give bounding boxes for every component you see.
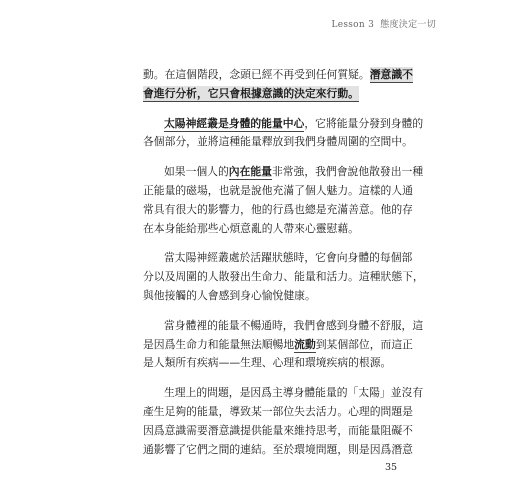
text-line — [143, 182, 413, 201]
text-span: 如果一個人的 — [164, 165, 229, 179]
text-line — [143, 220, 393, 239]
text-span: 通影響了它們之間的連結。至於環境問題，則是因爲潛意 — [143, 442, 413, 456]
text-span: 產生足夠的能量，導致某一部位失去活力。心理的問題是 — [143, 404, 413, 418]
chapter-title: 態度決定一切 — [380, 20, 436, 30]
emphasized-phrase: 太陽神經叢是身體的能量中心 — [164, 116, 305, 130]
page-number: 35 — [385, 462, 398, 473]
text-span: 與他接觸的人會感到身心愉悅健康。 — [143, 288, 316, 302]
text-span: 非常強，我們會說他散發出一種 — [271, 165, 424, 179]
lesson-label: Lesson 3 — [331, 20, 375, 30]
text-line — [143, 354, 393, 373]
paragraph — [143, 115, 424, 153]
text-line — [143, 163, 424, 182]
text-span: 分以及周圍的人散發出生命力、能量和活力。這種狀態下， — [143, 270, 424, 284]
text-span: 因爲意識需要潛意識提供能量來維持思考，而能量阻礙不 — [143, 423, 413, 437]
text-line — [143, 441, 413, 460]
text-span: 是因爲生命力和能量無法順暢地 — [143, 337, 295, 351]
text-span: 當太陽神經叢處於活躍狀態時，它會向身體的每個部 — [164, 251, 413, 265]
text-span: 生理上的問題，是因爲主導身體能量的「太陽」並沒有 — [164, 386, 424, 400]
text-line — [143, 287, 393, 306]
text-line — [143, 336, 413, 355]
text-line — [143, 403, 413, 422]
text-line — [143, 422, 413, 441]
text-line — [143, 201, 413, 220]
text-span: 到某個部位，而這正 — [315, 337, 413, 351]
text-line — [143, 133, 413, 152]
emphasized-phrase: 會進行分析，它只會根據意識的決定來行動。 — [143, 86, 359, 100]
text-span: 在本身能給那些心煩意亂的人帶來心靈慰藉。 — [143, 221, 359, 235]
text-span: ，它將能量分發到身體的 — [304, 116, 424, 130]
emphasized-phrase: 潛意識不 — [369, 68, 413, 81]
text-span: 動。在這個階段，念頭已經不再受到任何質疑。 — [143, 68, 370, 81]
text-line — [143, 115, 424, 134]
paragraph — [143, 249, 424, 305]
paragraph — [143, 163, 424, 238]
text-line — [143, 268, 424, 287]
text-line — [143, 66, 413, 85]
text-span: 常具有很大的影響力，他的行爲也總是充滿善意。他的存 — [143, 202, 413, 216]
text-line — [143, 85, 393, 104]
running-header — [331, 17, 436, 30]
emphasized-phrase: 內在能量 — [228, 165, 272, 179]
paragraph — [143, 317, 424, 373]
paragraph — [143, 384, 424, 459]
text-span: 各個部分，並將這種能量釋放到我們身體周圍的空間中。 — [143, 135, 413, 149]
emphasized-phrase: 流動 — [294, 337, 316, 351]
text-span: 正能量的磁場，也就是說他充滿了個人魅力。這樣的人通 — [143, 183, 413, 197]
paragraph — [143, 66, 413, 104]
text-span: 是人類所有疾病——生理、心理和環境疾病的根源。 — [143, 356, 392, 370]
text-span: 當身體裡的能量不暢通時，我們會感到身體不舒服，這 — [164, 318, 424, 332]
text-line — [143, 249, 413, 268]
text-line — [143, 384, 424, 403]
text-line — [143, 317, 424, 336]
